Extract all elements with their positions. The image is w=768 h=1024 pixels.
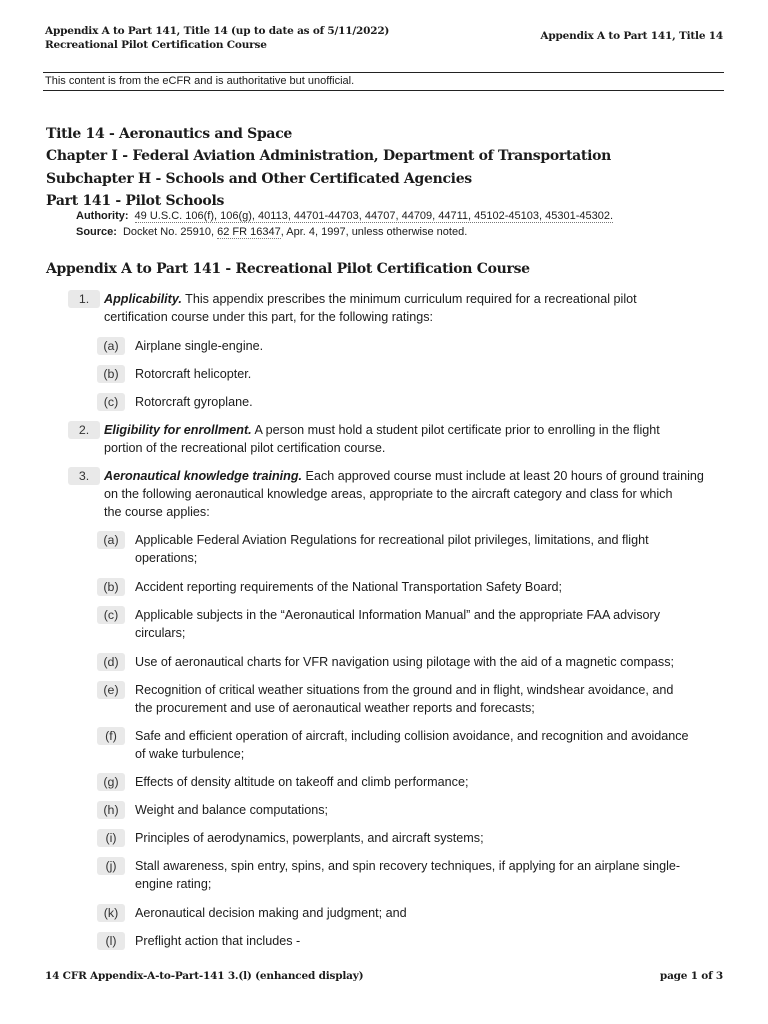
subparagraph-line: Applicable Federal Aviation Regulations for recreational pilot privileges, limitations, and flight [135,533,649,547]
subparagraph-line: Applicable subjects in the “Aeronautical Information Manual” and the appropriate FAA advisory [135,608,661,622]
unofficial-notice: This content is from the eCFR and is authoritative but unofficial. [43,72,724,91]
subparagraph-letter[interactable]: (f) [97,727,125,745]
source-label: Source: [76,226,117,238]
subparagraph-letter[interactable]: (d) [97,653,125,671]
subparagraph-letter[interactable]: (b) [97,578,125,596]
subparagraph-letter[interactable]: (a) [97,337,125,355]
paragraph-body-line: the course applies: [104,505,210,519]
paragraph-body-line: This appendix prescribes the minimum curriculum required for a recreational pilot [181,292,637,306]
subparagraph-letter[interactable]: (h) [97,801,125,819]
footer-page-number: page 1 of 3 [659,970,723,982]
subparagraph-text [135,531,725,567]
subparagraph-line: Safe and efficient operation of aircraft, including collision avoidance, and recognition and avoidance [135,729,689,743]
subparagraph-line: of wake turbulence; [135,747,245,761]
subparagraph-text [135,606,725,642]
subparagraph-line: the procurement and use of aeronautical weather reports and forecasts; [135,701,535,715]
chapter-heading: Chapter I - Federal Aviation Administration, Department of Transportation [46,148,612,165]
subparagraph-text: Rotorcraft helicopter. [135,367,252,381]
subparagraph-line: operations; [135,551,198,565]
paragraph-text [104,467,724,521]
subparagraph-letter[interactable]: (i) [97,829,125,847]
subparagraph-text [135,681,725,717]
subparagraph-line: circulars; [135,626,186,640]
authority-line [76,209,613,223]
subparagraph-line: engine rating; [135,877,212,891]
subparagraph-letter[interactable]: (b) [97,365,125,383]
subparagraph-line: Recognition of critical weather situations from the ground and in flight, windshear avoidance, and [135,683,674,697]
running-header-right: Appendix A to Part 141, Title 14 [540,30,723,42]
header-subtitle-line: Recreational Pilot Certification Course [45,39,267,51]
subparagraph-text: Accident reporting requirements of the National Transportation Safety Board; [135,580,563,594]
paragraph-text [104,290,724,326]
subparagraph-text: Weight and balance computations; [135,803,328,817]
subparagraph-letter[interactable]: (k) [97,904,125,922]
subparagraph-letter[interactable]: (c) [97,606,125,624]
source-text-post: , Apr. 4, 1997, unless otherwise noted. [280,226,468,238]
subparagraph-letter[interactable]: (a) [97,531,125,549]
subparagraph-letter[interactable]: (l) [97,932,125,950]
subchapter-heading: Subchapter H - Schools and Other Certificated Agencies [46,170,472,187]
footer-citation: 14 CFR Appendix-A-to-Part-141 3.(l) (enhanced display) [45,970,364,982]
running-header-left [45,24,389,52]
subparagraph-letter[interactable]: (e) [97,681,125,699]
subparagraph-text [135,727,725,763]
part-heading: Part 141 - Pilot Schools [46,193,225,210]
subparagraph-text: Use of aeronautical charts for VFR navigation using pilotage with the aid of a magnetic compass; [135,655,675,669]
authority-citation-link[interactable]: 49 U.S.C. 106(f), 106(g), 40113, 44701-44703, 44707, 44709, 44711, 45102-45103, 45301-45302. [134,210,614,222]
paragraph-heading: Applicability. [104,292,182,306]
subparagraph-letter[interactable]: (g) [97,773,125,791]
subparagraph-text [135,857,725,893]
subparagraph-text: Preflight action that includes - [135,934,301,948]
subparagraph-text: Aeronautical decision making and judgment; and [135,906,407,920]
subparagraph-line: Stall awareness, spin entry, spins, and spin recovery techniques, if applying for an airplane single- [135,859,681,873]
paragraph-number[interactable]: 2. [68,421,100,439]
paragraph-body-line: portion of the recreational pilot certification course. [104,441,386,455]
appendix-heading: Appendix A to Part 141 - Recreational Pilot Certification Course [46,261,530,277]
subparagraph-text: Rotorcraft gyroplane. [135,395,253,409]
paragraph-heading: Eligibility for enrollment. [104,423,252,437]
subparagraph-text: Principles of aerodynamics, powerplants, and aircraft systems; [135,831,484,845]
header-title-line: Appendix A to Part 141, Title 14 (up to date as of 5/11/2022) [45,25,390,37]
subparagraph-letter[interactable]: (j) [97,857,125,875]
source-line [76,225,467,239]
subparagraph-letter[interactable]: (c) [97,393,125,411]
paragraph-number[interactable]: 1. [68,290,100,308]
paragraph-body-line: A person must hold a student pilot certificate prior to enrolling in the flight [251,423,660,437]
paragraph-body-line: on the following aeronautical knowledge areas, appropriate to the aircraft category and class for which [104,487,673,501]
hierarchy-headings [46,123,611,213]
paragraph-body-line: certification course under this part, for the following ratings: [104,310,433,324]
authority-label: Authority: [76,210,129,222]
source-fr-link[interactable]: 62 FR 16347 [217,226,281,238]
paragraph-text [104,421,724,457]
paragraph-body-line: Each approved course must include at least 20 hours of ground training [302,469,704,483]
source-text-pre: Docket No. 25910, [122,226,218,238]
subparagraph-text: Airplane single-engine. [135,339,264,353]
title-heading: Title 14 - Aeronautics and Space [46,126,293,142]
paragraph-number[interactable]: 3. [68,467,100,485]
subparagraph-text: Effects of density altitude on takeoff and climb performance; [135,775,469,789]
paragraph-heading: Aeronautical knowledge training. [104,469,303,483]
